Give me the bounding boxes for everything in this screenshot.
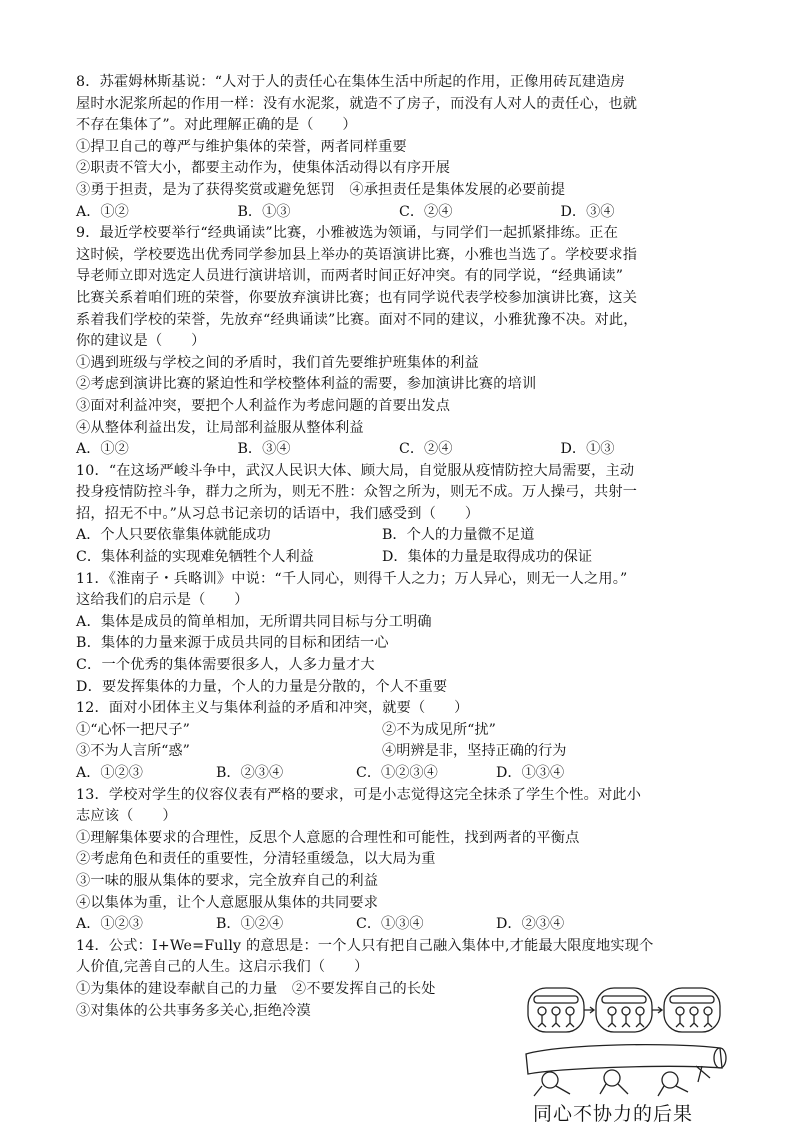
- q9-option-b[interactable]: B．③④: [237, 441, 291, 458]
- q10-stem-1: 10．“在这场严峻斗争中，武汉人民识大体、顾大局，自觉服从疫情防控大局需要，主动: [76, 462, 635, 479]
- q9-stem-3: 导老师立即对选定人员进行演讲培训，而两者时间正好冲突。有的同学说，“经典诵读”: [76, 268, 624, 285]
- q13-item-1: ①理解集体要求的合理性，反思个人意愿的合理性和可能性，找到两者的平衡点: [76, 829, 580, 846]
- exam-page: [76, 72, 722, 1022]
- q9-option-a[interactable]: A．①②: [76, 441, 129, 458]
- question-11: [76, 569, 722, 699]
- q9-item-4: ④从整体利益出发，让局部利益服从整体利益: [76, 419, 364, 436]
- q10-option-b[interactable]: B．个人的力量微不足道: [382, 527, 535, 544]
- q10-options-row-1: [76, 525, 722, 547]
- q13-option-a[interactable]: A．①②③: [76, 916, 143, 933]
- q9-option-c[interactable]: C．②④: [399, 441, 453, 458]
- q12-items-row-2: [76, 741, 722, 763]
- q14-item-1: ①为集体的建设奉献自己的力量 ②不要发挥自己的长处: [76, 980, 436, 997]
- q12-item-2: ②不为成见所“扰”: [382, 721, 496, 738]
- q8-item-1: ①捍卫自己的尊严与维护集体的荣誉，两者同样重要: [76, 138, 407, 155]
- q12-item-1: ①“心怀一把尺子”: [76, 721, 190, 738]
- q14-stem-2: 人价值,完善自己的人生。这启示我们（ ）: [76, 959, 369, 976]
- q9-option-d[interactable]: D．①③: [560, 441, 615, 458]
- q14-stem-1: 14．公式：I+We=Fully 的意思是：一个人只有把自己融入集体中,才能最大限度地实现个: [76, 937, 654, 954]
- q12-option-a[interactable]: A．①②③: [76, 765, 143, 781]
- q13-stem-2: 志应该（ ）: [76, 808, 177, 825]
- q12-items-row-1: [76, 720, 722, 742]
- q12-options: [76, 763, 722, 785]
- q13-item-3: ③一味的服从集体的要求，完全放弃自己的利益: [76, 872, 379, 889]
- q8-option-a[interactable]: A．①②: [76, 203, 129, 220]
- q11-option-d[interactable]: D．要发挥集体的力量，个人的力量是分散的，个人不重要: [76, 678, 448, 695]
- q9-stem-6: 你的建议是（ ）: [76, 333, 206, 350]
- question-13: [76, 785, 722, 936]
- q8-option-b[interactable]: B．①③: [237, 203, 291, 220]
- question-9: [76, 223, 722, 461]
- q12-option-b[interactable]: B．②③④: [216, 765, 284, 781]
- q8-stem-2: 屋时水泥浆所起的作用一样：没有水泥浆，就造不了房子，而没有人对人的责任心，也就: [76, 95, 638, 112]
- q9-stem-2: 这时候，学校要选出优秀同学参加县上举办的英语演讲比赛，小雅也当选了。学校要求指: [76, 246, 638, 263]
- q11-option-b[interactable]: B．集体的力量来源于成员共同的目标和团结一心: [76, 635, 389, 652]
- q11-stem-1: 11．《淮南子・兵略训》中说：“千人同心，则得千人之力；万人异心，则无一人之用。”: [76, 570, 628, 587]
- q10-option-a[interactable]: A．个人只要依靠集体就能成功: [76, 527, 271, 544]
- q13-item-2: ②考虑角色和责任的重要性，分清轻重缓急，以大局为重: [76, 851, 436, 868]
- q13-option-d[interactable]: D．②③④: [496, 916, 565, 933]
- q10-stem-3: 招，招无不中。”从习总书记亲切的话语中，我们感受到（ ）: [76, 505, 480, 522]
- q8-option-d[interactable]: D．③④: [560, 203, 615, 220]
- q12-option-d[interactable]: D．①③④: [496, 765, 565, 781]
- q12-item-3: ③不为人言所“惑”: [76, 743, 190, 760]
- q8-options: [76, 202, 722, 224]
- figure-caption: 同心不协力的后果: [533, 1103, 694, 1125]
- q12-option-c[interactable]: C．①②③④: [356, 765, 438, 781]
- q13-item-4: ④以集体为重，让个人意愿服从集体的共同要求: [76, 894, 379, 911]
- question-10: [76, 461, 722, 569]
- question-8: [76, 72, 722, 223]
- q10-option-d[interactable]: D．集体的力量是取得成功的保证: [382, 549, 593, 566]
- q10-stem-2: 投身疫情防控斗争，群力之所为，则无不胜：众智之所为，则无不成。万人操弓，共射一: [76, 484, 638, 501]
- q8-item-3: ③勇于担责，是为了获得奖赏或避免惩罚 ④承担责任是集体发展的必要前提: [76, 181, 566, 198]
- q13-option-b[interactable]: B．①②④: [216, 916, 284, 933]
- q12-stem-1: 12．面对小团体主义与集体利益的矛盾和冲突，就要（ ）: [76, 700, 469, 717]
- q11-option-a[interactable]: A．集体是成员的简单相加，无所谓共同目标与分工明确: [76, 613, 432, 630]
- q11-stem-2: 这给我们的启示是（ ）: [76, 592, 249, 609]
- q13-options: [76, 914, 722, 936]
- q8-stem-3: 不存在集体了”。对此理解正确的是（ ）: [76, 117, 357, 134]
- q9-stem-5: 系着我们学校的荣誉，先放弃“经典诵读”比赛。面对不同的建议，小雅犹豫不决。对此，: [76, 311, 638, 328]
- q9-stem-4: 比赛关系着咱们班的荣誉，你要放弃演讲比赛；也有同学说代表学校参加演讲比赛，这关: [76, 289, 638, 306]
- q9-stem-1: 9．最近学校要举行“经典诵读”比赛，小雅被选为领诵，与同学们一起抓紧排练。正在: [76, 225, 619, 242]
- q13-stem-1: 13．学校对学生的仪容仪表有严格的要求，可是小志觉得这完全抹杀了学生个性。对此小: [76, 786, 642, 803]
- q9-item-1: ①遇到班级与学校之间的矛盾时，我们首先要维护班集体的利益: [76, 354, 479, 371]
- q13-option-c[interactable]: C．①③④: [356, 916, 424, 933]
- q9-options: [76, 439, 722, 461]
- cartoon-illustration: [520, 982, 730, 1100]
- q8-stem-1: 8．苏霍姆林斯基说：“人对于人的责任心在集体生活中所起的作用，正像用砖瓦建造房: [76, 74, 626, 90]
- q12-item-4: ④明辨是非，坚持正确的行为: [382, 743, 567, 760]
- question-12: [76, 698, 722, 784]
- q8-option-c[interactable]: C．②④: [399, 203, 453, 220]
- q9-item-2: ②考虑到演讲比赛的紧迫性和学校整体利益的需要，参加演讲比赛的培训: [76, 376, 537, 393]
- q11-option-c[interactable]: C．一个优秀的集体需要很多人，人多力量才大: [76, 657, 375, 674]
- q10-options-row-2: [76, 547, 722, 569]
- q9-item-3: ③面对利益冲突，要把个人利益作为考虑问题的首要出发点: [76, 397, 451, 414]
- q10-option-c[interactable]: C．集体利益的实现难免牺牲个人利益: [76, 549, 314, 566]
- q8-item-2: ②职责不管大小，都要主动作为，使集体活动得以有序开展: [76, 160, 451, 177]
- q14-item-2: ③对集体的公共事务多关心,拒绝冷漠: [76, 1002, 311, 1019]
